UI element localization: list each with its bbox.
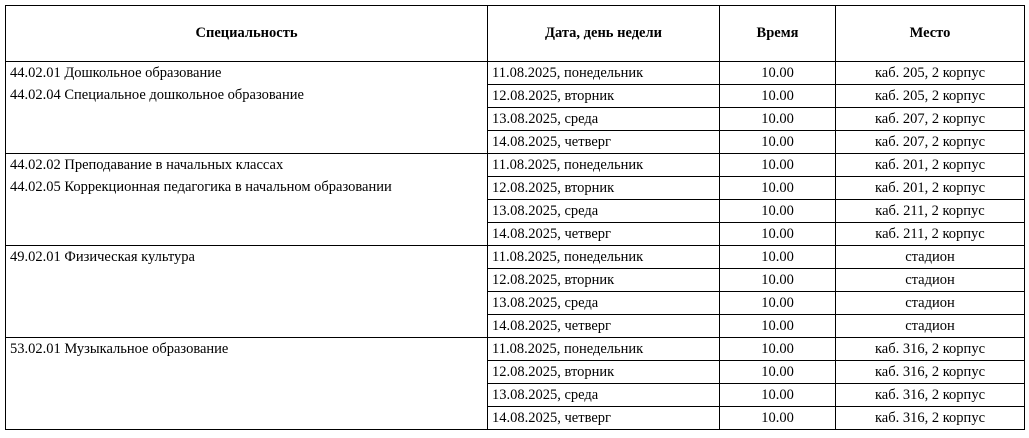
date-cell: 11.08.2025, понедельник	[488, 62, 720, 85]
specialty-cell	[6, 62, 488, 154]
place-cell: каб. 201, 2 корпус	[836, 177, 1025, 200]
header-time: Время	[720, 6, 836, 62]
specialty-cell	[6, 338, 488, 430]
time-cell: 10.00	[720, 292, 836, 315]
date-cell: 14.08.2025, четверг	[488, 223, 720, 246]
place-cell: каб. 205, 2 корпус	[836, 85, 1025, 108]
date-cell: 11.08.2025, понедельник	[488, 246, 720, 269]
date-cell: 12.08.2025, вторник	[488, 361, 720, 384]
place-cell: каб. 207, 2 корпус	[836, 131, 1025, 154]
place-cell: каб. 211, 2 корпус	[836, 223, 1025, 246]
date-cell: 13.08.2025, среда	[488, 200, 720, 223]
date-cell: 12.08.2025, вторник	[488, 269, 720, 292]
place-cell: стадион	[836, 246, 1025, 269]
place-cell: каб. 207, 2 корпус	[836, 108, 1025, 131]
place-cell: каб. 201, 2 корпус	[836, 154, 1025, 177]
place-cell: каб. 316, 2 корпус	[836, 407, 1025, 430]
time-cell: 10.00	[720, 269, 836, 292]
header-date: Дата, день недели	[488, 6, 720, 62]
date-cell: 11.08.2025, понедельник	[488, 154, 720, 177]
specialty-name: 53.02.01 Музыкальное образование	[10, 341, 229, 357]
place-cell: каб. 316, 2 корпус	[836, 384, 1025, 407]
time-cell: 10.00	[720, 200, 836, 223]
schedule-table	[5, 5, 1025, 430]
date-cell: 13.08.2025, среда	[488, 108, 720, 131]
place-cell: каб. 211, 2 корпус	[836, 200, 1025, 223]
place-cell: каб. 316, 2 корпус	[836, 361, 1025, 384]
specialty-cell	[6, 154, 488, 246]
date-cell: 14.08.2025, четверг	[488, 315, 720, 338]
specialty-name: 44.02.04 Специальное дошкольное образование	[10, 87, 304, 103]
table-row	[6, 62, 1025, 85]
date-cell: 12.08.2025, вторник	[488, 177, 720, 200]
place-cell: стадион	[836, 292, 1025, 315]
specialty-cell	[6, 246, 488, 338]
time-cell: 10.00	[720, 177, 836, 200]
time-cell: 10.00	[720, 246, 836, 269]
time-cell: 10.00	[720, 154, 836, 177]
place-cell: стадион	[836, 315, 1025, 338]
time-cell: 10.00	[720, 108, 836, 131]
date-cell: 12.08.2025, вторник	[488, 85, 720, 108]
specialty-name: 44.02.05 Коррекционная педагогика в начальном образовании	[10, 179, 392, 195]
time-cell: 10.00	[720, 361, 836, 384]
date-cell: 11.08.2025, понедельник	[488, 338, 720, 361]
date-cell: 14.08.2025, четверг	[488, 131, 720, 154]
specialty-name: 44.02.01 Дошкольное образование	[10, 65, 222, 81]
place-cell: каб. 205, 2 корпус	[836, 62, 1025, 85]
date-cell: 13.08.2025, среда	[488, 292, 720, 315]
date-cell: 13.08.2025, среда	[488, 384, 720, 407]
header-specialty: Специальность	[6, 6, 488, 62]
table-row	[6, 246, 1025, 269]
specialty-name: 49.02.01 Физическая культура	[10, 249, 195, 265]
time-cell: 10.00	[720, 223, 836, 246]
header-row	[6, 6, 1025, 62]
table-row	[6, 338, 1025, 361]
place-cell: каб. 316, 2 корпус	[836, 338, 1025, 361]
schedule-body	[6, 62, 1025, 430]
time-cell: 10.00	[720, 384, 836, 407]
date-cell: 14.08.2025, четверг	[488, 407, 720, 430]
table-row	[6, 154, 1025, 177]
time-cell: 10.00	[720, 338, 836, 361]
specialty-name: 44.02.02 Преподавание в начальных классах	[10, 157, 284, 173]
time-cell: 10.00	[720, 315, 836, 338]
time-cell: 10.00	[720, 85, 836, 108]
place-cell: стадион	[836, 269, 1025, 292]
time-cell: 10.00	[720, 62, 836, 85]
time-cell: 10.00	[720, 407, 836, 430]
time-cell: 10.00	[720, 131, 836, 154]
header-place: Место	[836, 6, 1025, 62]
